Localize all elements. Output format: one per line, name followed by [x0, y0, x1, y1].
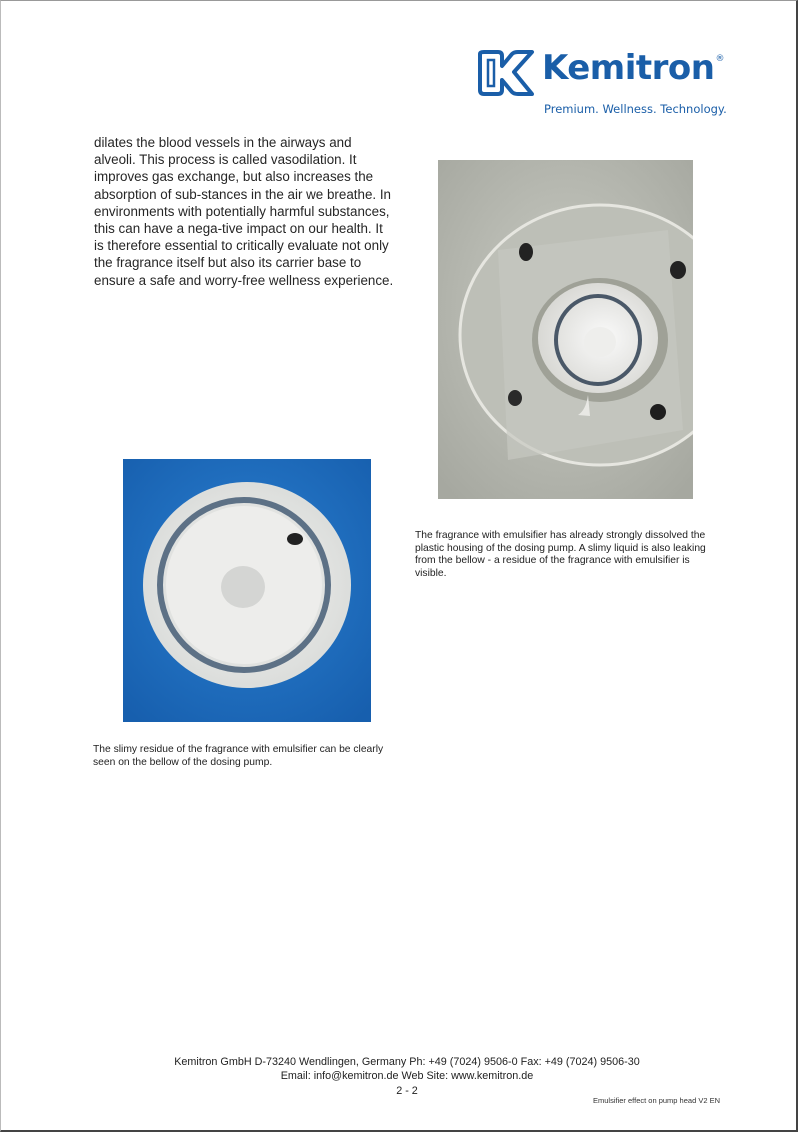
- footer-address: Kemitron GmbH D-73240 Wendlingen, Germany Ph: +49 (7024) 9506-0 Fax: +49 (7024) 9506-30: [174, 1056, 640, 1068]
- pump-housing-photo: [438, 160, 693, 499]
- footer-contact: Email: info@kemitron.de Web Site: www.kemitron.de: [280, 1070, 534, 1082]
- brand-name: Kemitron®: [542, 48, 724, 88]
- kemitron-logo: [476, 44, 726, 120]
- brand-tagline: Premium. Wellness. Technology.: [544, 102, 727, 116]
- pump-bellow-caption: The slimy residue of the fragrance with emulsifier can be clearly seen on the bellow of the dosing pump.: [93, 744, 384, 768]
- kemitron-k-logo-icon: [476, 46, 538, 98]
- document-id: Emulsifier effect on pump head V2 EN: [592, 1096, 720, 1105]
- pump-bellow-photo: [123, 459, 371, 722]
- pump-housing-caption: The fragrance with emulsifier has already strongly dissolved the plastic housing of the dosing pump. A slimy liquid is also leaking from the bellow - a residue of the fragrance with emulsifier is visible.: [415, 530, 706, 579]
- body-paragraph: dilates the blood vessels in the airways and alveoli. This process is called vasodilation. It improves gas exchange, but also increases the absorption of sub-stances in the air we breathe. In environments with potentially harmful substances, this can have a nega-tive impact on our health. It is therefore essential to critically evaluate not only the fragrance itself but also its carrier base to ensure a safe and worry-free wellness experience.: [94, 135, 394, 288]
- page-number: 2 - 2: [396, 1085, 418, 1097]
